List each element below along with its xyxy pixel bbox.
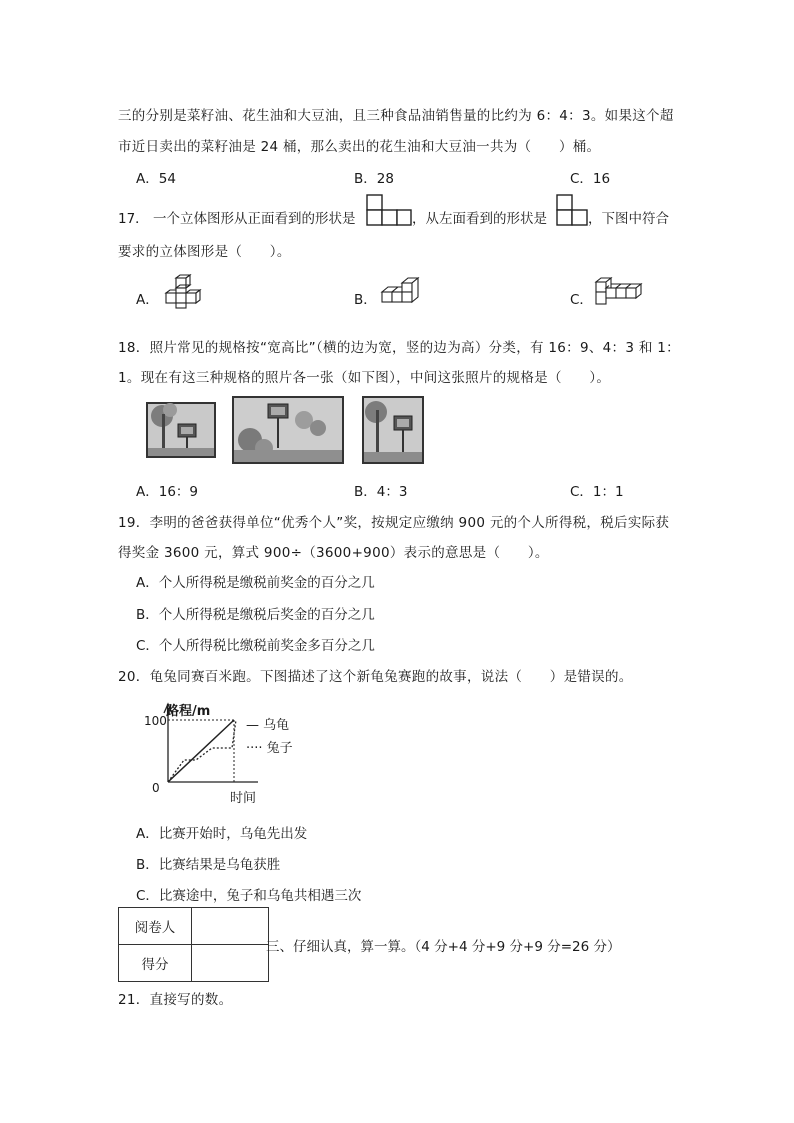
option-a-cube-figure (162, 276, 208, 310)
q17-option-b: B． (354, 292, 377, 308)
q21-text: 21．直接写的数。 (118, 992, 233, 1008)
q19-option-c: C．个人所得税比缴税前奖金多百分之几 (136, 638, 375, 654)
tortoise-line (168, 720, 234, 782)
graph-x-label: 时间 (230, 791, 257, 806)
section3-title: 三、仔细认真，算一算。（4 分+4 分+9 分+9 分=26 分） (266, 939, 621, 955)
graph-origin: 0 (152, 781, 160, 795)
graph-legend-tortoise: — 乌龟 (246, 718, 290, 733)
q20-option-a: A．比赛开始时，乌龟先出发 (136, 826, 308, 842)
q17-line2: 要求的立体图形是（ ）。 (118, 244, 291, 260)
q20-option-c: C．比赛途中，兔子和乌龟共相遇三次 (136, 888, 362, 904)
photo-c-image (362, 396, 424, 464)
q19-line1: 19．李明的爸爸获得单位“优秀个人”奖，按规定应缴纳 900 元的个人所得税，税后实际获 (118, 515, 670, 531)
q20-line1: 20．龟兔同赛百米跑。下图描述了这个新龟兔赛跑的故事，说法（ ）是错误的。 (118, 669, 633, 685)
grader-cell[interactable] (192, 908, 269, 945)
graph-y-label: 路程/m (166, 704, 211, 719)
photo-b-image (232, 396, 344, 464)
q18-option-a: A．16：9 (136, 484, 199, 500)
q17-text-c: ，下图中符合 (588, 211, 669, 227)
left-view-figure (556, 194, 588, 230)
q18-option-c: C．1：1 (570, 484, 624, 500)
q16-option-a: A．54 (136, 171, 176, 187)
q17-option-c: C． (570, 292, 593, 308)
q18-line1: 18．照片常见的规格按“宽高比”（横的边为宽，竖的边为高）分类，有 16：9、4：3 和 1： (118, 340, 680, 356)
score-cell[interactable] (192, 945, 269, 982)
q16-option-c: C．16 (570, 171, 611, 187)
q19-option-b: B．个人所得税是缴税后奖金的百分之几 (136, 607, 375, 623)
photo-a-image (146, 402, 216, 458)
q16-option-b: B．28 (354, 171, 394, 187)
score-label: 得分 (119, 945, 192, 982)
q17-text-b: ，从左面看到的形状是 (412, 211, 547, 227)
q16-line1: 三的分别是菜籽油、花生油和大豆油，且三种食品油销售量的比约为 6：4：3。如果这个超 (118, 108, 674, 124)
option-b-cube-figure (378, 278, 424, 308)
q20-option-b: B．比赛结果是乌龟获胜 (136, 857, 281, 873)
q19-line2: 得奖金 3600 元，算式 900÷（3600+900）表示的意思是（ ）。 (118, 545, 549, 561)
q18-option-b: B．4：3 (354, 484, 408, 500)
option-c-cube-figure (594, 276, 646, 310)
q17-text-a: 17． 一个立体图形从正面看到的形状是 (118, 211, 356, 227)
graph-legend-rabbit: ···· 兔子 (246, 741, 293, 756)
q16-line2: 市近日卖出的菜籽油是 24 桶，那么卖出的花生油和大豆油一共为（ ）桶。 (118, 139, 601, 155)
grader-label: 阅卷人 (119, 908, 192, 945)
q17-option-a: A． (136, 292, 159, 308)
q18-line2: 1。现在有这三种规格的照片各一张（如下图），中间这张照片的规格是（ ）。 (118, 370, 611, 386)
q19-option-a: A．个人所得税是缴税前奖金的百分之几 (136, 575, 375, 591)
score-table (118, 907, 269, 982)
front-view-figure (366, 194, 412, 230)
graph-y-tick: 100 (144, 714, 167, 728)
